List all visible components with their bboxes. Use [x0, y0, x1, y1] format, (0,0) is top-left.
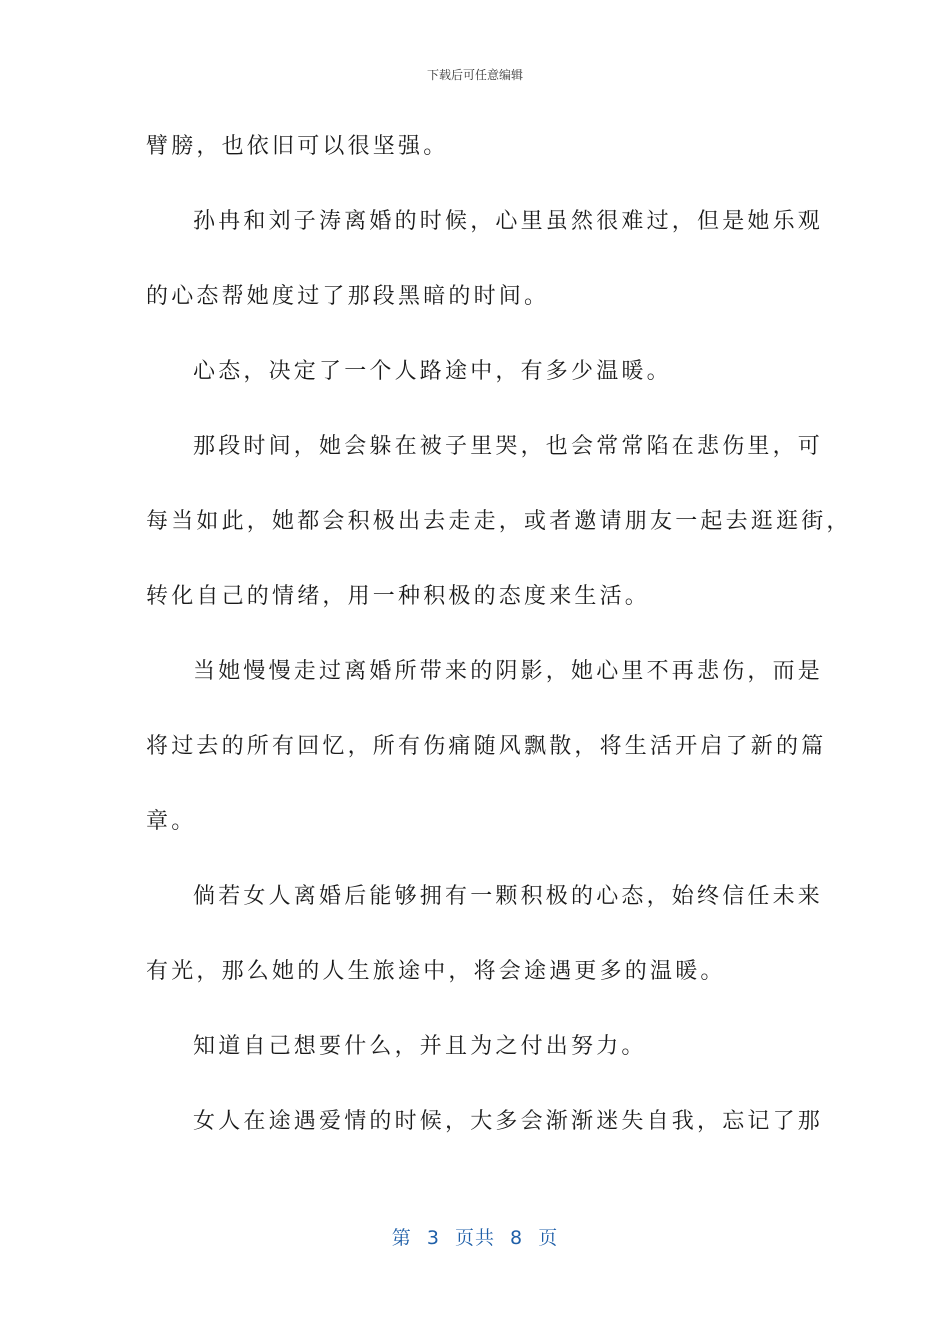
text-line: 倘若女人离婚后能够拥有一颗积极的心态，始终信任未来: [193, 884, 824, 909]
text-line: 当她慢慢走过离婚所带来的阴影，她心里不再悲伤，而是: [193, 659, 824, 684]
page-number-footer: [0, 1224, 950, 1252]
text-line: 每当如此，她都会积极出去走走，或者邀请朋友一起去逛逛街，: [146, 509, 852, 534]
text-line: 孙冉和刘子涛离婚的时候，心里虽然很难过，但是她乐观: [193, 209, 824, 234]
document-body: [146, 124, 852, 1174]
page-label-middle: 页共: [454, 1227, 495, 1249]
text-line: 将过去的所有回忆，所有伤痛随风飘散，将生活开启了新的篇: [146, 734, 827, 759]
total-page-count: 8: [510, 1227, 524, 1249]
text-line: 的心态帮她度过了那段黑暗的时间。: [146, 284, 550, 309]
text-line: 知道自己想要什么，并且为之付出努力。: [193, 1034, 647, 1059]
text-line: 心态，决定了一个人路途中，有多少温暖。: [193, 359, 672, 384]
page-label-prefix: 第: [391, 1227, 412, 1249]
text-line: 章。: [146, 809, 197, 834]
text-line: 转化自己的情绪，用一种积极的态度来生活。: [146, 584, 651, 609]
text-line: 那段时间，她会躲在被子里哭，也会常常陷在悲伤里，可: [193, 434, 824, 459]
text-line: 臂膀，也依旧可以很坚强。: [146, 134, 449, 159]
page-label-suffix: 页: [538, 1227, 559, 1249]
text-line: 有光，那么她的人生旅途中，将会途遇更多的温暖。: [146, 959, 726, 984]
text-line: 女人在途遇爱情的时候，大多会渐渐迷失自我，忘记了那: [193, 1109, 824, 1134]
current-page-number: 3: [426, 1227, 440, 1249]
page-header: 下载后可任意编辑: [426, 68, 523, 82]
